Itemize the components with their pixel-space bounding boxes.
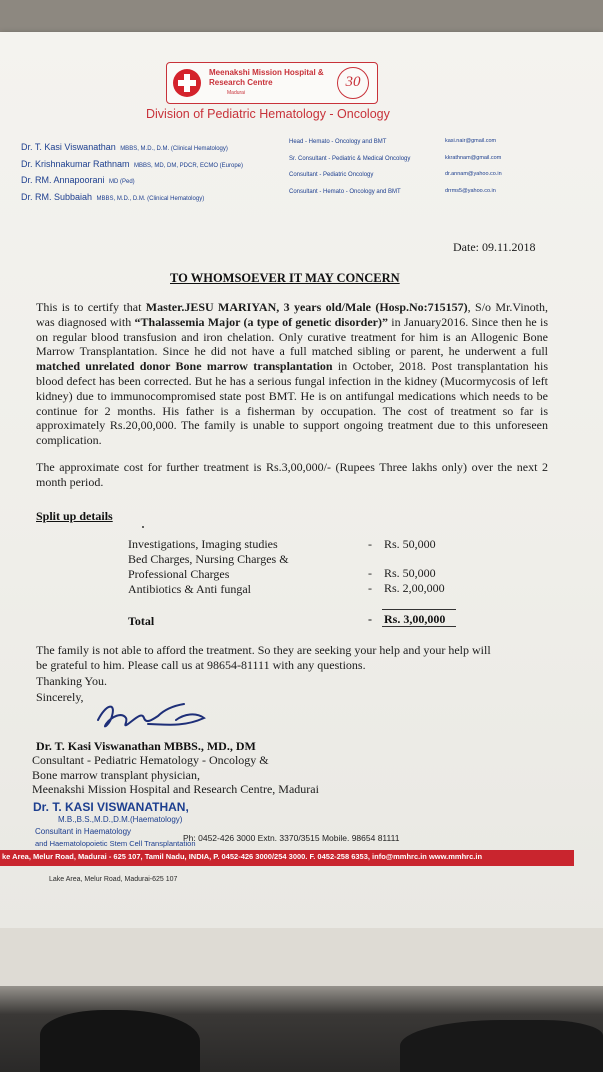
shadow-object xyxy=(40,1010,200,1072)
doctor-row xyxy=(21,170,135,188)
text-run: This is to certify that xyxy=(36,300,146,314)
doctor-row xyxy=(21,137,228,155)
doctor-name: Dr. RM. Annapoorani xyxy=(21,175,105,185)
signatory-title: Meenakshi Mission Hospital and Research Centre, Madurai xyxy=(32,782,319,796)
split-up-heading: Split up details xyxy=(36,509,113,523)
red-cross-icon xyxy=(173,69,201,97)
doctor-qualification: MBBS, MD, DM, PDCR, ECMO (Europe) xyxy=(134,163,244,169)
closing-line: Sincerely, xyxy=(36,690,84,704)
shadow-object xyxy=(400,1020,603,1072)
closing-line: Thanking You. xyxy=(36,674,108,688)
hospital-name: Meenakshi Mission Hospital & Research Centre xyxy=(209,68,324,87)
doctor-email: dr.annam@yahoo.co.in xyxy=(445,171,502,177)
total-label: Total xyxy=(128,614,155,628)
cost-item-amount: Rs. 50,000 xyxy=(384,537,436,551)
total-rule xyxy=(382,609,456,610)
hospital-city: Madurai xyxy=(227,90,246,96)
stamp-address: Lake Area, Melur Road, Madurai-625 107 xyxy=(49,876,178,883)
total-amount: Rs. 3,00,000 xyxy=(384,612,446,626)
doctor-email: kasi.nair@gmail.com xyxy=(445,138,497,144)
cost-item-dash: - xyxy=(368,566,372,580)
cost-item-amount: Rs. 50,000 xyxy=(384,566,436,580)
doctor-qualification: MBBS, M.D., D.M. (Clinical Hematology) xyxy=(120,146,228,152)
signatory-title: Bone marrow transplant physician, xyxy=(32,768,200,782)
doctor-role: Sr. Consultant - Pediatric & Medical Oncology xyxy=(289,156,411,162)
doctor-qualification: MBBS, M.D., D.M. (Clinical Hematology) xyxy=(96,196,205,202)
stamp-line: Consultant in Haematology xyxy=(35,827,132,836)
cost-item-dash: - xyxy=(368,581,372,595)
doctor-row xyxy=(21,187,204,205)
cost-item-dash: - xyxy=(368,537,372,551)
division-title: Division of Pediatric Hematology - Oncology xyxy=(146,107,390,121)
handwritten-signature xyxy=(92,694,212,738)
hospital-logo xyxy=(166,62,378,104)
closing-line: The family is not able to afford the treatment. So they are seeking your help and your help will xyxy=(36,643,491,657)
diagnosis: “Thalassemia Major (a type of genetic disorder)” xyxy=(134,314,388,329)
text-run: in October, 2018. Post transplantation his blood defect has been corrected. But he has a serious fungal infection in the kidney (Mucormycosis of left kidney) due to immunocompromised state post BMT. He is on antifungal medications which needs to be continue for 2 months. His father is a fisherman by occupation. The cost of treatment so far is approximately Rs.20,00,000. The family is unable to support ongoing treatment due to this unforeseen complication. xyxy=(36,359,549,448)
background-bottom xyxy=(0,928,603,1072)
footer-bar xyxy=(0,850,574,866)
cost-item-label: Antibiotics & Anti fungal xyxy=(128,582,251,596)
letter-date: Date: 09.11.2018 xyxy=(453,240,536,254)
cost-item-label: Investigations, Imaging studies xyxy=(128,537,278,551)
total-rule xyxy=(382,626,456,627)
signatory-title: Consultant - Pediatric Hematology - Oncology & xyxy=(32,753,269,767)
background-top xyxy=(0,0,603,34)
second-page-edge xyxy=(0,928,603,986)
procedure: matched unrelated donor Bone marrow transplantation xyxy=(36,359,333,374)
anniversary-badge: 30 xyxy=(337,67,369,99)
closing-line: be grateful to him. Please call us at 98654-81111 with any questions. xyxy=(36,658,366,672)
cost-item-label: Professional Charges xyxy=(128,567,230,581)
doctor-email: kkrathnam@gmail.com xyxy=(445,155,502,161)
doctor-role: Head - Hemato - Oncology and BMT xyxy=(289,139,387,145)
stamp-name: Dr. T. KASI VISWANATHAN, xyxy=(33,800,189,814)
doctor-name: Dr. Krishnakumar Rathnam xyxy=(21,159,130,169)
cost-paragraph: The approximate cost for further treatment is Rs.3,00,000/- (Rupees Three lakhs only) over the next 2 month period. xyxy=(36,460,548,489)
signatory-name: Dr. T. Kasi Viswanathan MBBS., MD., DM xyxy=(36,739,256,753)
doctor-name: Dr. RM. Subbaiah xyxy=(21,192,93,202)
cost-item-amount: Rs. 2,00,000 xyxy=(384,581,445,595)
doctor-name: Dr. T. Kasi Viswanathan xyxy=(21,142,116,152)
doctor-role: Consultant - Hemato - Oncology and BMT xyxy=(289,189,401,195)
cost-item-label: Bed Charges, Nursing Charges & xyxy=(128,552,289,566)
letter-title: TO WHOMSOEVER IT MAY CONCERN xyxy=(170,271,400,285)
doctor-role: Consultant - Pediatric Oncology xyxy=(289,172,374,178)
total-dash: - xyxy=(368,612,372,626)
doctor-email: drrms5@yahoo.co.in xyxy=(445,188,496,194)
bullet-dot xyxy=(142,526,144,528)
text-run: in January2016. Since then he is on regular blood transfusion and iron chelation. Only curative treatment for him is an Allogenic Bone Marrow Transplantation. Since he did not have a full matched sibling or parent, he underwent a full xyxy=(36,314,548,359)
stamp-qualification: M.B.,B.S.,M.D.,D.M.(Haematology) xyxy=(58,815,183,824)
phone-line: Ph: 0452-426 3000 Extn. 3370/3515 Mobile. 98654 81111 xyxy=(183,833,400,843)
doctor-qualification: MD (Ped) xyxy=(109,179,135,185)
stamp-line: and Haematolopoietic Stem Cell Transplantation xyxy=(35,839,196,848)
footer-address: ke Area, Melur Road, Madurai - 625 107, Tamil Nadu, INDIA, P. 0452-426 3000/254 3000. F. 0452-258 6353, info@mmhrc.in www.mmhrc.in xyxy=(2,852,483,861)
certificate-paragraph xyxy=(36,300,548,448)
patient-details: Master.JESU MARIYAN, 3 years old/Male (Hosp.No:715157) xyxy=(145,300,468,314)
text-run: , S/o Mr.Vinoth, was diagnosed with xyxy=(36,300,549,329)
